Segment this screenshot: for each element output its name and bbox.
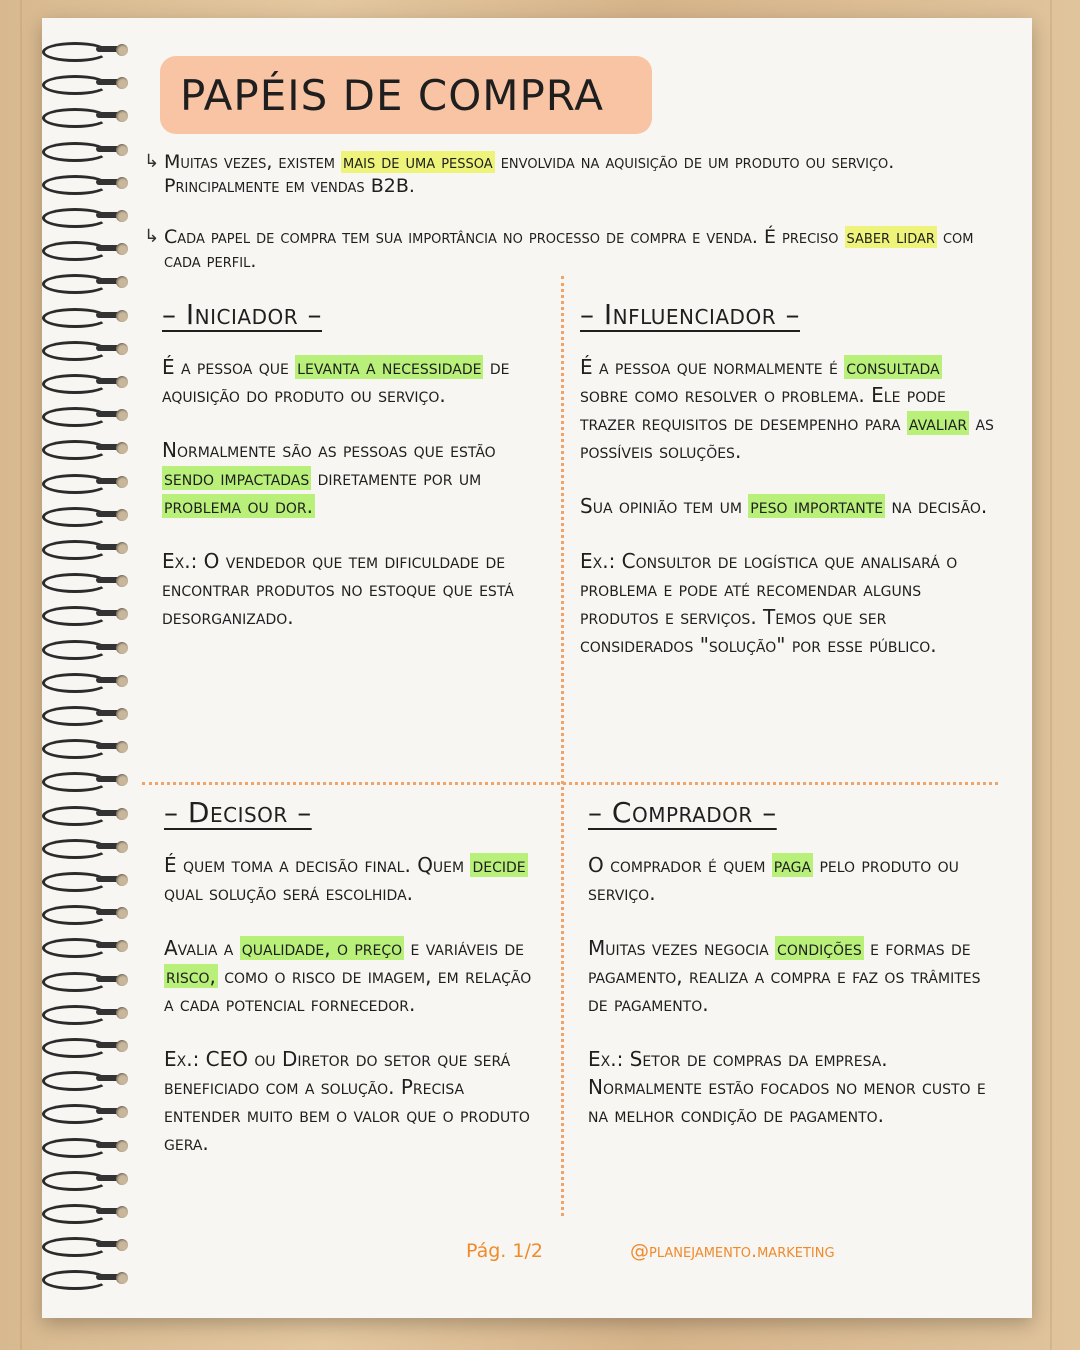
intro-2-text-a: Cada papel de compra tem sua importância no processo de compra e venda. É preciso: [164, 226, 845, 248]
intro-1-highlight: mais de uma pessoa: [343, 151, 493, 173]
spiral-ring: [38, 737, 130, 757]
spiral-ring: [38, 438, 130, 458]
iniciador-example: Ex.: O vendedor que tem dificuldade de encontrar produtos no estoque que está desorganizado.: [162, 549, 514, 629]
spiral-ring: [38, 571, 130, 591]
intro-2-text-b: com cada perfil.: [164, 226, 974, 272]
spiral-ring: [38, 970, 130, 990]
spiral-ring: [38, 837, 130, 857]
intro-text-1: [164, 150, 1014, 198]
spiral-binding: [38, 40, 133, 1300]
spiral-ring: [38, 339, 130, 359]
text: sobre como resolver o problema. Ele pode trazer requisitos de desempenho para: [580, 383, 946, 435]
intro-note-2: [144, 225, 1014, 273]
spiral-ring: [38, 472, 130, 492]
text: como o risco de imagem, em relação a cada potencial fornecedor.: [164, 964, 532, 1016]
iniciador-paragraph-2: [162, 436, 537, 520]
comprador-paragraph-1: [588, 851, 998, 907]
spiral-ring: [38, 671, 130, 691]
title-banner: [160, 56, 652, 134]
card-comprador: [588, 796, 998, 1156]
spiral-ring: [38, 505, 130, 525]
text: Normalmente são as pessoas que estão: [162, 438, 496, 462]
spiral-ring: [38, 804, 130, 824]
highlight: qualidade, o preço: [241, 936, 403, 960]
spiral-ring: [38, 272, 130, 292]
card-influenciador: [580, 298, 995, 686]
spiral-ring: [38, 1202, 130, 1222]
highlight: avaliar: [908, 411, 968, 435]
vertical-divider: [561, 276, 564, 1216]
highlight: condições: [777, 936, 862, 960]
spiral-ring: [38, 1102, 130, 1122]
spiral-ring: [38, 206, 130, 226]
highlight: risco,: [166, 964, 216, 988]
page-number: Pág. 1/2: [466, 1240, 543, 1262]
text: É quem toma a decisão final. Quem: [164, 853, 471, 877]
spiral-ring: [38, 604, 130, 624]
spiral-ring: [38, 1136, 130, 1156]
influenciador-paragraph-1: [580, 353, 995, 465]
spiral-ring: [38, 1069, 130, 1089]
decisor-example: Ex.: CEO ou Diretor do setor que será beneficiado com a solução. Precisa entender muito bem o valor que o produto gera.: [164, 1047, 530, 1155]
spiral-ring: [38, 140, 130, 160]
text: na decisão.: [885, 494, 988, 518]
text: Avalia a: [164, 936, 240, 960]
spiral-ring: [38, 1268, 130, 1288]
text: as possíveis soluções.: [580, 411, 994, 463]
card-decisor: [164, 796, 544, 1184]
text: O comprador é quem: [588, 853, 772, 877]
comprador-paragraph-2: [588, 934, 998, 1018]
iniciador-paragraph-1: [162, 353, 537, 409]
text: de aquisição do produto ou serviço.: [162, 355, 510, 407]
text: e formas de pagamento, realiza a compra e faz os trâmites de pagamento.: [588, 936, 981, 1016]
intro-2-highlight: saber lidar: [846, 226, 935, 248]
heading-comprador: – Comprador –: [588, 796, 777, 829]
curved-arrow-icon: ↳: [144, 151, 160, 172]
highlight: levanta a necessidade: [297, 355, 482, 379]
text: Muitas vezes negocia: [588, 936, 776, 960]
spiral-ring: [38, 372, 130, 392]
text: diretamente por um: [311, 466, 482, 490]
highlight: consultada: [846, 355, 940, 379]
spiral-ring: [38, 538, 130, 558]
card-iniciador: [162, 298, 537, 658]
comprador-example: Ex.: Setor de compras da empresa. Normalmente estão focados no menor custo e na melhor condição de pagamento.: [588, 1047, 986, 1127]
text: pelo produto ou serviço.: [588, 853, 959, 905]
spiral-ring: [38, 1036, 130, 1056]
spiral-ring: [38, 704, 130, 724]
text: qual solução será escolhida.: [164, 881, 414, 905]
spiral-ring: [38, 106, 130, 126]
spiral-ring: [38, 638, 130, 658]
spiral-ring: [38, 770, 130, 790]
social-handle[interactable]: @planejamento.marketing: [630, 1240, 835, 1262]
heading-iniciador: – Iniciador –: [162, 298, 323, 331]
highlight: problema ou dor.: [164, 494, 313, 518]
intro-note-1: [144, 150, 1014, 198]
heading-decisor: – Decisor –: [164, 796, 312, 829]
spiral-ring: [38, 1235, 130, 1255]
text: É a pessoa que: [162, 355, 296, 379]
text: e variáveis de: [404, 936, 524, 960]
highlight: paga: [773, 853, 812, 877]
influenciador-paragraph-2: [580, 492, 995, 520]
heading-influenciador: – Influenciador –: [580, 298, 800, 331]
spiral-ring: [38, 239, 130, 259]
curved-arrow-icon: ↳: [144, 226, 160, 247]
decisor-paragraph-1: [164, 851, 544, 907]
spiral-ring: [38, 40, 130, 60]
influenciador-example: Ex.: Consultor de logística que analisará o problema e pode até recomendar alguns produtos e serviços. Temos que ser considerados "solução" por esse público.: [580, 549, 958, 657]
spiral-ring: [38, 903, 130, 923]
intro-1-text-a: Muitas vezes, existem: [164, 151, 342, 173]
spiral-ring: [38, 1169, 130, 1189]
spiral-ring: [38, 870, 130, 890]
text: Sua opinião tem um: [580, 494, 749, 518]
intro-1-text-b: envolvida na aquisição de um produto ou serviço. Principalmente em vendas B2B.: [164, 151, 895, 197]
spiral-ring: [38, 936, 130, 956]
page-title: PAPÉIS DE COMPRA: [180, 70, 605, 120]
spiral-ring: [38, 173, 130, 193]
decisor-paragraph-2: [164, 934, 544, 1018]
spiral-ring: [38, 405, 130, 425]
intro-text-2: [164, 225, 1014, 273]
highlight: peso importante: [750, 494, 884, 518]
spiral-ring: [38, 1003, 130, 1023]
horizontal-divider: [142, 782, 998, 785]
highlight: decide: [472, 853, 526, 877]
spiral-ring: [38, 73, 130, 93]
highlight: sendo impactadas: [164, 466, 310, 490]
text: É a pessoa que normalmente é: [580, 355, 845, 379]
spiral-ring: [38, 306, 130, 326]
